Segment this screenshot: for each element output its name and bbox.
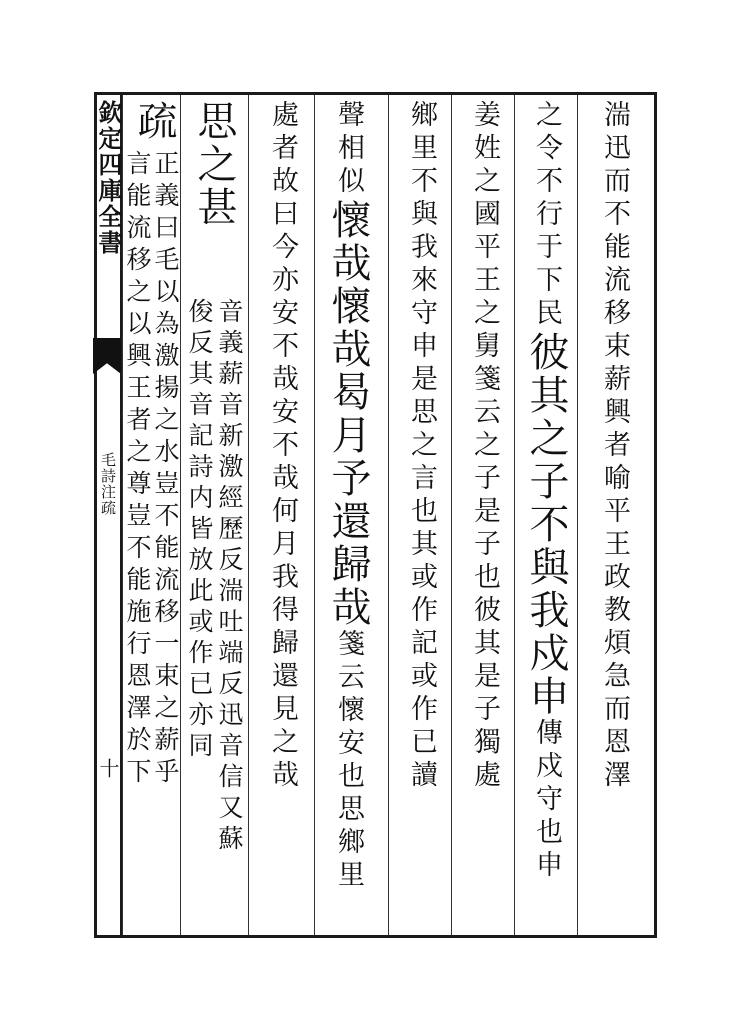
column-5-pre: 聲相似 (333, 100, 364, 199)
column-7-note-left: 俊反其音記詩内皆放此或作已亦同 (185, 298, 214, 763)
text-column-5 (325, 100, 371, 893)
series-title: 欽定四庫全書 (94, 100, 123, 256)
text-column-6: 處者故曰今亦安不哉安不哉何月我得歸還見之哉 (267, 100, 298, 793)
text-column-4: 鄉里不與我來守申是思之言也其或作記或作已讀 (406, 100, 437, 793)
text-column-8-body: 正義曰毛以為激揚之水豈不能流移一束之薪乎 (151, 150, 180, 790)
text-column-1: 湍迅而不能流移束薪興者喻平王政教煩急而恩澤 (599, 100, 630, 793)
column-7-note-right: 音義薪音新激經歷反湍吐端反迅音信又蘇 (215, 298, 244, 856)
text-column-8 (131, 100, 177, 143)
column-2-main: 彼其之子不與我戍申 (523, 331, 569, 718)
column-5-main: 懷哉懷哉曷月予還歸哉 (325, 199, 371, 629)
text-column-2 (523, 100, 569, 883)
column-2-post: 傳戍守也申 (531, 718, 562, 883)
column-5-post: 箋云懷安也思鄉里 (333, 629, 364, 893)
text-column-9: 言能流移之以興王者之尊豈不能施行恩澤於下 (123, 150, 152, 790)
book-title: 毛詩注疏 (99, 452, 117, 516)
folio-number: 十 (96, 758, 120, 778)
text-column-3: 姜姓之國平王之舅箋云之子是子也彼其是子獨處 (469, 100, 500, 793)
shu-heading: 疏 (131, 100, 177, 143)
column-2-pre: 之令不行于下民 (531, 100, 562, 331)
column-7-main: 思之甚 (191, 100, 237, 229)
